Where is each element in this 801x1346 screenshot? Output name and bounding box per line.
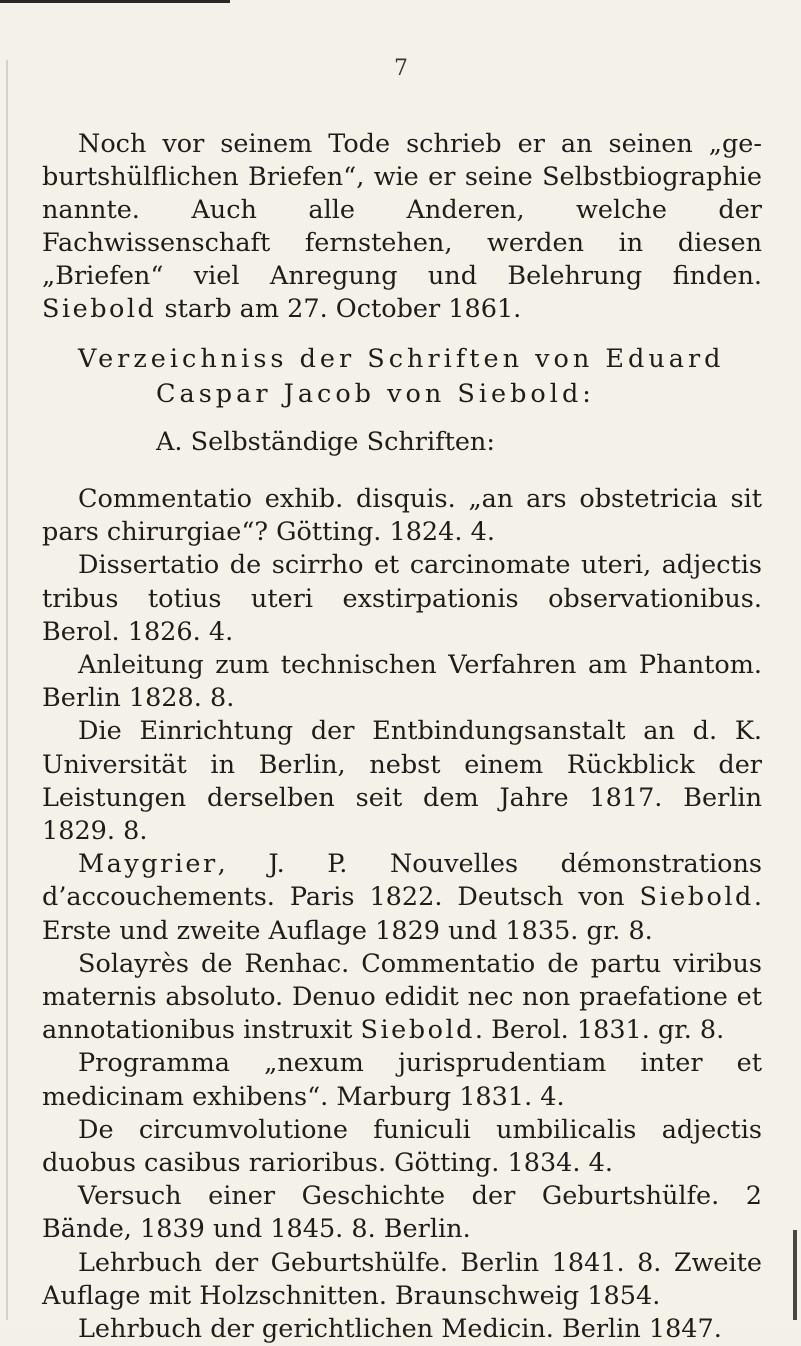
- entry-text: Lehrbuch der gerichtlichen Medicin. Berlin 1847.: [78, 1314, 722, 1345]
- list-item: [42, 948, 762, 1048]
- list-item: [42, 483, 762, 549]
- page-edge-right: [793, 1230, 797, 1320]
- list-item: [42, 1114, 762, 1180]
- list-item: [42, 1247, 762, 1313]
- list-item: [42, 649, 762, 715]
- list-item: [42, 715, 762, 848]
- entry-text: Dissertatio de scirrho et carcinomate uteri, adjectis tribus totius uteri exstirpationis observationibus. Berol. 1826. 4.: [42, 550, 762, 647]
- bibliography-heading-line2: Caspar Jacob von Siebold:: [156, 379, 595, 409]
- top-rule: [0, 0, 230, 3]
- list-item: [42, 1313, 762, 1346]
- list-item: [42, 1180, 762, 1246]
- intro-name: Siebold: [42, 294, 157, 324]
- entry-tail: . Erste und zweite Auflage 1829 und 1835. gr. 8.: [42, 882, 762, 946]
- intro-paragraph: [42, 128, 762, 326]
- intro-text-part1: Noch vor seinem Tode schrieb er an seinen „ge-burtshülflichen Briefen“, wie er seine Selbstbiographie nannte. Auch alle Anderen, welche der Fachwissenschaft fernstehen, werden in diesen „Briefen“ viel Anregung und Belehrung finden.: [42, 129, 762, 291]
- entry-text: Die Einrichtung der Entbindungsanstalt an d. K. Universität in Berlin, nebst einem Rückblick der Leistungen derselben seit dem Jahre 1817. Berlin 1829. 8.: [42, 716, 762, 847]
- entry-text: Commentatio exhib. disquis. „an ars obstetricia sit pars chirurgiae“? Götting. 1824. 4.: [42, 484, 762, 548]
- entry-author: Maygrier: [78, 849, 218, 880]
- bibliography-list: [42, 483, 762, 1346]
- entry-text: Lehrbuch der Geburtshülfe. Berlin 1841. 8. Zweite Auflage mit Holzschnitten. Braunschweig 1854.: [42, 1247, 762, 1311]
- entry-name: Siebold: [639, 882, 754, 913]
- entry-tail: . Berol. 1831. gr. 8.: [474, 1015, 725, 1046]
- list-item: [42, 1047, 762, 1113]
- entry-text: De circumvolutione funiculi umbilicalis adjectis duobus casibus rarioribus. Götting. 1834. 4.: [42, 1114, 762, 1179]
- entry-text: Anleitung zum technischen Verfahren am Phantom. Berlin 1828. 8.: [42, 650, 762, 714]
- list-item: [42, 848, 762, 948]
- list-item: [42, 549, 762, 649]
- section-subheading: A. Selbständige Schriften:: [156, 427, 495, 457]
- page-number: 7: [394, 56, 408, 81]
- entry-text: Solayrès de Renhac. Commentatio de partu viribus maternis absoluto. Denuo edidit nec non praefatione et annotationibus instruxit: [42, 948, 762, 1046]
- entry-text: , J. P. Nouvelles démonstrations d’accouchements. Paris 1822. Deutsch von: [42, 849, 762, 913]
- page-edge-left: [6, 60, 8, 1320]
- entry-text: Versuch einer Geschichte der Geburtshülfe. 2 Bände, 1839 und 1845. 8. Berlin.: [42, 1181, 762, 1245]
- intro-text-part2: starb am 27. October 1861.: [156, 294, 522, 324]
- entry-name: Siebold: [360, 1015, 475, 1046]
- entry-text: Programma „nexum jurisprudentiam inter et medicinam exhibens“. Marburg 1831. 4.: [42, 1048, 762, 1112]
- bibliography-heading-line1: Verzeichniss der Schriften von Eduard: [78, 344, 725, 374]
